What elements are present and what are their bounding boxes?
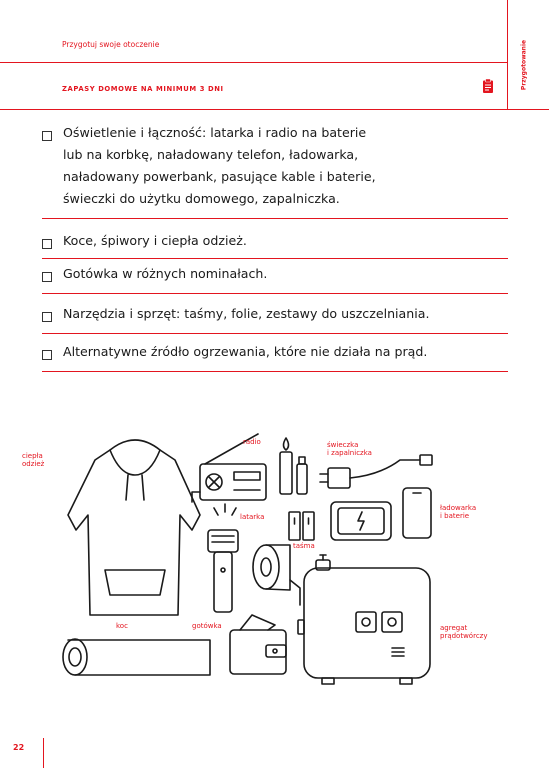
blanket-icon: [63, 639, 210, 675]
label-generator: agregat prądotwórczy: [440, 624, 488, 640]
clipboard-icon: [483, 79, 493, 93]
generator-icon: [298, 555, 430, 684]
checklist-item-text: Narzędzia i sprzęt: taśmy, folie, zestawy do uszczelniania.: [63, 306, 430, 321]
label-candle-lighter: świeczka i zapalniczka: [327, 441, 372, 457]
label-cash: gotówka: [192, 622, 222, 630]
checklist-item-text: Gotówka w różnych nominałach.: [63, 266, 268, 281]
label-hoodie: ciepła odzież: [22, 452, 45, 468]
label-radio: radio: [243, 438, 261, 446]
emergency-supplies-illustration: [0, 420, 549, 700]
header-bottom-divider: [0, 109, 549, 110]
checkbox[interactable]: [42, 131, 52, 141]
subsection-title: ZAPASY DOMOWE NA MINIMUM 3 DNI: [62, 85, 224, 93]
checklist-item-text: Koce, śpiwory i ciepła odzież.: [63, 233, 247, 248]
label-flashlight: latarka: [240, 513, 265, 521]
checklist-item-text: Oświetlenie i łączność: latarka i radio na baterie lub na korbkę, naładowany telefon, ładowarka, naładowany powerbank, pasujące kable i baterie, świeczki do użytku domowego, zapalniczka.: [63, 125, 376, 206]
tape-icon: [253, 545, 300, 605]
label-tape: taśma: [293, 542, 315, 550]
powerbank-icon: [331, 502, 391, 540]
checklist-item-text: Alternatywne źródło ogrzewania, które nie działa na prąd.: [63, 344, 428, 359]
wallet-icon: [230, 615, 286, 674]
side-tab-divider: [507, 0, 508, 109]
label-charger-batteries: ładowarka i baterie: [440, 504, 477, 520]
footer-divider: [43, 738, 44, 768]
label-blanket: koc: [116, 622, 128, 630]
charging-cable-icon: [320, 455, 432, 488]
item-divider: [42, 258, 508, 259]
checkbox[interactable]: [42, 272, 52, 282]
header-divider: [0, 62, 507, 63]
page-number: 22: [13, 743, 25, 752]
side-tab-label: Przygotowanie: [520, 39, 528, 91]
candle-icon: [280, 438, 307, 494]
batteries-icon: [289, 512, 314, 540]
section-label: Przygotuj swoje otoczenie: [62, 40, 160, 49]
hoodie-icon: [68, 440, 200, 615]
item-divider: [42, 371, 508, 372]
item-divider: [42, 333, 508, 334]
item-divider: [42, 218, 508, 219]
checkbox[interactable]: [42, 239, 52, 249]
side-tab: [513, 30, 535, 100]
flashlight-icon: [208, 504, 238, 612]
checkbox[interactable]: [42, 350, 52, 360]
checkbox[interactable]: [42, 312, 52, 322]
item-divider: [42, 293, 508, 294]
phone-icon: [403, 488, 431, 538]
